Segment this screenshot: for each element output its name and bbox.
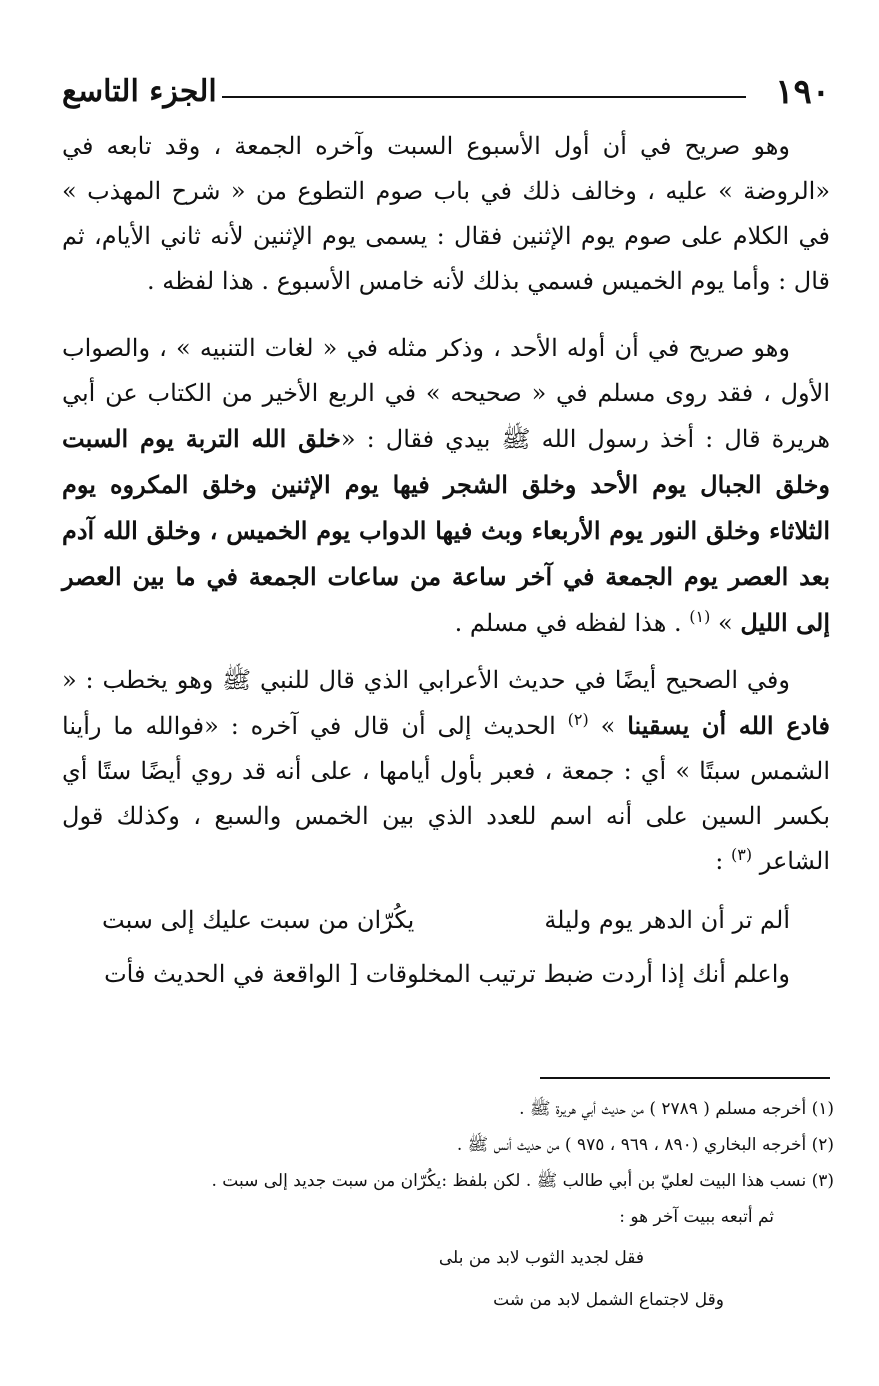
verse-first-hemistich: ألم تر أن الدهر يوم وليلة	[544, 906, 790, 934]
paragraph-1: وهو صريح في أن أول الأسبوع السبت وآخره الجمعة ، وقد تابعه في «الروضة » عليه ، وخالف ذلك في باب صوم التطوع من « شرح المهذب » في الكلام على صوم يوم الإثنين فقال : يسمى يوم الإثنين لأنه ثاني الأيام، ثم قال : وأما يوم الخميس فسمي بذلك لأنه خامس الأسبوع . هذا لفظه .	[62, 132, 830, 295]
footnote-ref-2: (٢)	[567, 710, 589, 729]
footnote-1: (١) أخرجه مسلم ( ٢٧٨٩ ) من حديث أبي هريرة ﷺ .	[519, 1099, 834, 1119]
hadith-text: خلق الله التربة يوم السبت وخلق الجبال يوم الأحد وخلق الشجر فيها يوم الإثنين وخلق المكروه يوم الثلاثاء وخلق النور يوم الأربعاء وبث فيها الدواب يوم الخميس ، وخلق الله آدم بعد العصر يوم الجمعة في آخر ساعة من ساعات الجمعة في ما بين العصر إلى الليل	[62, 424, 830, 637]
paragraph-4: واعلم أنك إذا أردت ضبط ترتيب المخلوقات [ الواقعة في الحديث فأت	[104, 960, 790, 988]
footnote-ref-1: (١)	[689, 607, 711, 626]
verse-second-hemistich: يكُرّان من سبت عليك إلى سبت	[102, 906, 415, 934]
footnote-3-continuation: ثم أتبعه ببيت آخر هو :	[619, 1207, 774, 1227]
footnote-separator	[540, 1077, 830, 1079]
page-header	[62, 72, 830, 112]
footnote-3: (٣) نسب هذا البيت لعليّ بن أبي طالب ﷺ . لكن بلفظ :يكُرّان من سبت جديد إلى سبت .	[211, 1171, 834, 1191]
poem-verse	[102, 896, 790, 944]
paragraph-3	[62, 658, 830, 884]
part-title: الجزء التاسع	[62, 74, 217, 109]
footnote-verse-2: وقل لاجتماع الشمل لابد من شت	[493, 1290, 724, 1310]
paragraph-3-c: الحديث إلى أن قال في آخره : «فوالله ما رأينا الشمس سبتًا » أي : جمعة ، فعبر بأول أيامها ، على أنه قد روي أيضًا ستًا أي بكسر السين على أنه اسم للعدد الذي بين الخمس والسبع ، وكذلك قول الشاعر	[62, 712, 830, 875]
footnote-ref-3: (٣)	[731, 845, 753, 864]
hadith-close: »	[710, 609, 741, 637]
paragraph-2-intro: وهو صريح في أن أوله الأحد ، وذكر مثله في « لغات التنبيه » ، والصواب الأول ، فقد روى مسلم في « صحيحه » في الربع الأخير من الكتاب عن أبي هريرة قال : أخذ رسول الله ﷺ بيدي فقال : «	[62, 334, 831, 453]
paragraph-3-d: :	[715, 847, 731, 875]
paragraph-3-b: »	[588, 712, 628, 740]
main-text	[62, 124, 830, 1009]
footnote-verse-1: فقل لجديد الثوب لابد من بلى	[438, 1248, 644, 1268]
header-rule	[222, 96, 746, 98]
footnote-2: (٢) أخرجه البخاري (٨٩٠ ، ٩٦٩ ، ٩٧٥ ) من حديث أنس ﷺ .	[456, 1135, 834, 1155]
paragraph-2-end: . هذا لفظه في مسلم .	[454, 609, 682, 637]
quoted-prayer: فادع الله أن يسقينا	[627, 711, 831, 740]
paragraph-3-a: وفي الصحيح أيضًا في حديث الأعرابي الذي قال للنبي ﷺ وهو يخطب : «	[62, 666, 790, 694]
paragraph-2	[62, 326, 830, 646]
footnotes	[62, 1094, 834, 1316]
page-number: ١٩٠	[775, 72, 830, 112]
